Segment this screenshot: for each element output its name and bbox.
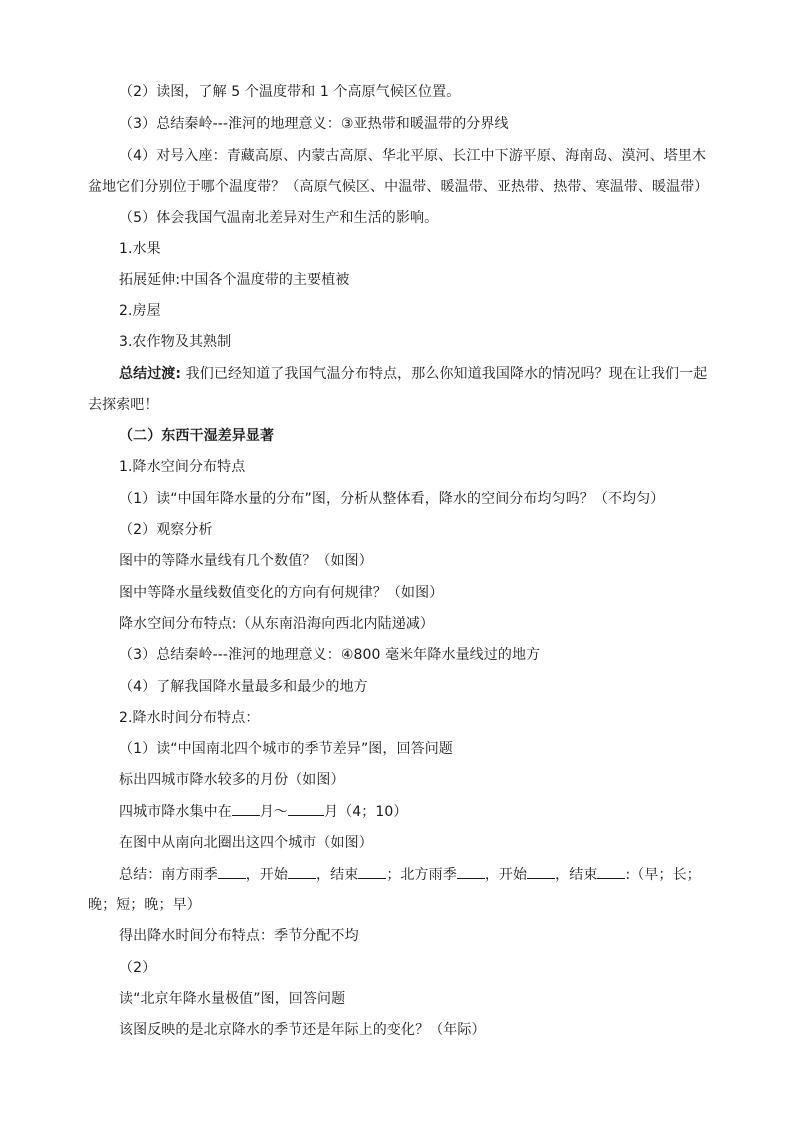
fill-in-text: 总结：南方雨季 [119,867,218,883]
answer-blank [288,801,324,816]
text-line: 2.房屋 [119,303,161,319]
text-line: 图中的等降水量线有几个数值？（如图） [119,553,373,569]
fill-in-text: 月（4；10） [324,804,408,820]
fill-in-line [119,801,407,822]
text-line: 标出四城市降水较多的月份（如图） [119,772,345,788]
answer-blank [358,864,386,879]
text-line: 该图反映的是北京降水的季节还是年际上的变化？（年际） [119,1022,486,1038]
fill-in-text: ，结束 [316,867,359,883]
text-line: 降水空间分布特点:（从东南沿海向西北内陆递减） [119,616,435,632]
transition-text: 我们已经知道了我国气温分布特点，那么你知道我国降水的情况吗？现在让我们一起 [181,366,708,382]
text-line: 1.水果 [119,241,161,257]
text-line: （1）读“中国年降水量的分布”图，分析从整体看，降水的空间分布均匀吗？（不均匀） [119,491,665,507]
text-line: 盆地它们分别位于哪个温度带？（高原气候区、中温带、暖温带、亚热带、热带、寒温带、暖温带） [88,179,709,195]
text-line: 3.农作物及其熟制 [119,334,232,350]
fill-in-text: :（早；长； [625,867,701,883]
text-line: （5）体会我国气温南北差异对生产和生活的影响。 [119,210,439,226]
text-line: （2）读图，了解 5 个温度带和 1 个高原气候区位置。 [119,84,461,100]
text-line: （1）读“中国南北四个城市的季节差异”图，回答问题 [119,741,453,757]
answer-blank [288,864,316,879]
text-line: （3）总结秦岭---淮河的地理意义：④800 毫米年降水量线过的地方 [119,647,541,663]
text-line: 1.降水空间分布特点 [119,459,246,475]
text-line: 晚；短；晚；早） [88,897,201,913]
fill-in-text: 四城市降水集中在 [119,804,232,820]
text-line: 2.降水时间分布特点： [119,710,260,726]
fill-in-text: ；北方雨季 [386,867,457,883]
text-line: 读“北京年降水量极值”图，回答问题 [119,991,346,1007]
text-line: （4）了解我国降水量最多和最少的地方 [119,679,368,695]
answer-blank [218,864,246,879]
answer-blank [232,801,260,816]
text-line: 得出降水时间分布特点：季节分配不均 [119,928,359,944]
fill-in-text: 月～ [259,804,289,820]
text-line: 图中等降水量线数值变化的方向有何规律？（如图） [119,585,444,601]
text-line: （2）观察分析 [119,522,213,538]
text-line: 在图中从南向北圈出这四个城市（如图） [119,835,373,851]
fill-in-text: ，开始 [484,867,528,883]
fill-in-text: ，结束 [555,867,598,883]
text-line: 去探索吧！ [88,397,159,413]
answer-blank [457,864,485,879]
answer-blank [597,864,625,879]
text-line: （4）对号入座：青藏高原、内蒙古高原、华北平原、长江中下游平原、海南岛、漠河、塔里木 [119,148,707,164]
text-line-transition [119,364,707,384]
section-heading: （二）东西干湿差异显著 [119,428,275,444]
text-line: （2） [119,960,157,976]
answer-blank [527,864,555,879]
transition-label: 总结过渡: [119,366,182,382]
fill-in-line [119,864,701,885]
text-line: 拓展延伸:中国各个温度带的主要植被 [119,272,350,288]
fill-in-text: ，开始 [245,867,289,883]
text-line: （3）总结秦岭---淮河的地理意义：③亚热带和暖温带的分界线 [119,116,509,132]
